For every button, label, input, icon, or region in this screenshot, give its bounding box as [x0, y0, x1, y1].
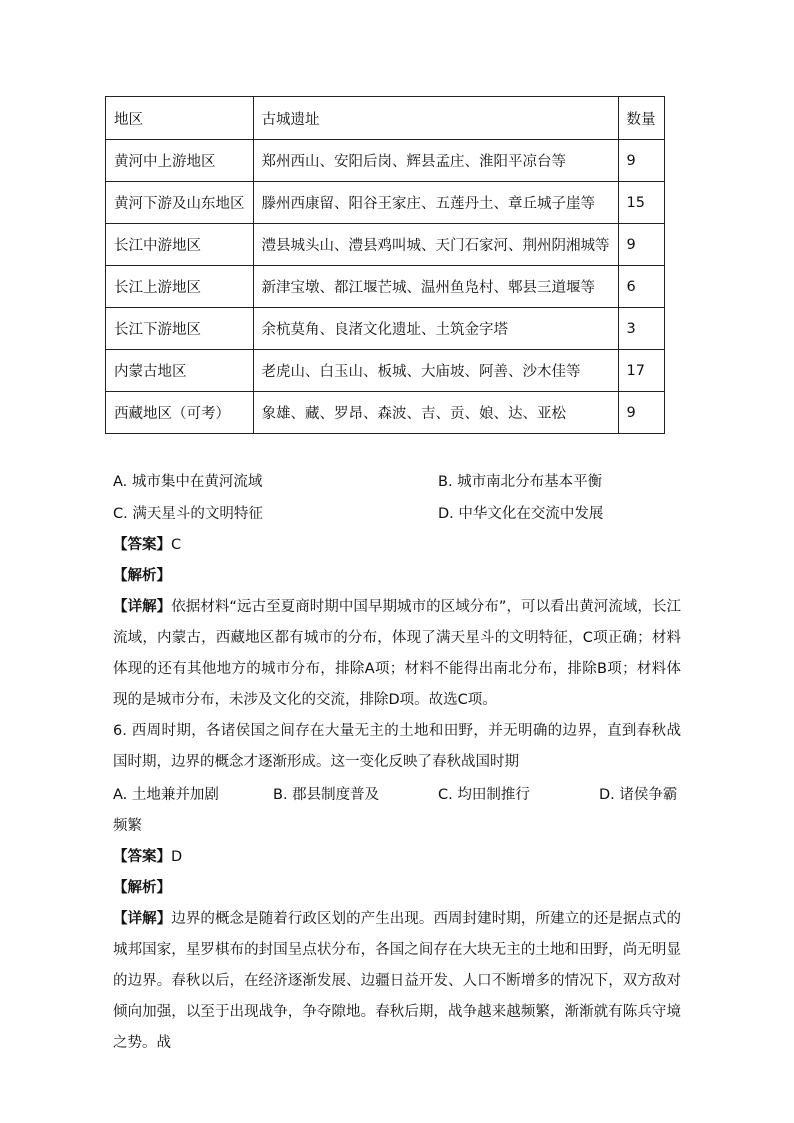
- cell-sites: 澧县城头山、澧县鸡叫城、天门石家河、荆州阴湘城等: [253, 224, 618, 266]
- q6-detail-paragraph: 【详解】边界的概念是随着行政区划的产生出现。西周封建时期，所建立的还是据点式的城邦国家，星罗棋布的封国呈点状分布，各国之间存在大块无主的土地和田野，尚无明显的边界。春秋以后，在经济逐渐发展、边疆日益开发、人口不断增多的情况下，双方敌对倾向加强，以至于出现战争，争夺隙地。春秋后期，战争越来越频繁，渐渐就有陈兵守境之势。战: [113, 911, 682, 1051]
- q5-answer-tag: 答案: [127, 537, 157, 553]
- table-row: [106, 266, 665, 308]
- cell-region: 西藏地区（可考）: [106, 392, 254, 434]
- table-row: [106, 182, 665, 224]
- cell-count: 9: [618, 224, 664, 266]
- q5-option-d: D. 中华文化在交流中发展: [438, 506, 604, 522]
- q5-detail-tag: 详解: [127, 599, 157, 615]
- q6-option-b: B. 郡县制度普及: [273, 787, 380, 803]
- q6-answer-value: D: [171, 849, 183, 865]
- table-row: [106, 224, 665, 266]
- cell-sites: 滕州西康留、阳谷王家庄、五莲丹土、章丘城子崖等: [253, 182, 618, 224]
- cell-sites: 老虎山、白玉山、板城、大庙坡、阿善、沙木佳等: [253, 350, 618, 392]
- q6-detail-text: 边界的概念是随着行政区划的产生出现。西周封建时期，所建立的还是据点式的城邦国家，星罗棋布的封国呈点状分布，各国之间存在大块无主的土地和田野，尚无明显的边界。春秋以后，在经济逐渐发展、边疆日益开发、人口不断增多的情况下，双方敌对倾向加强，以至于出现战争，争夺隙地。春秋后期，战争越来越频繁，渐渐就有陈兵守境之势。战: [113, 911, 682, 1051]
- cell-count: 17: [618, 350, 664, 392]
- header-sites: 古城遗址: [253, 97, 618, 140]
- table-row: [106, 140, 665, 182]
- table-header-row: [106, 97, 665, 140]
- cell-sites: 余杭莫角、良渚文化遗址、土筑金字塔: [253, 308, 618, 350]
- cell-count: 9: [618, 392, 664, 434]
- header-count: 数量: [618, 97, 664, 140]
- q6-answer-line: 【答案】D: [113, 849, 183, 865]
- header-region: 地区: [106, 97, 254, 140]
- q6-analysis-line: 【解析】: [113, 880, 171, 896]
- q5-option-c: C. 满天星斗的文明特征: [113, 506, 263, 522]
- cell-sites: 象雄、藏、罗昂、森波、吉、贡、娘、达、亚松: [253, 392, 618, 434]
- cell-region: 长江下游地区: [106, 308, 254, 350]
- cell-count: 3: [618, 308, 664, 350]
- q6-option-d: D. 诸侯争霸: [599, 787, 678, 803]
- cell-region: 内蒙古地区: [106, 350, 254, 392]
- cell-region: 黄河中上游地区: [106, 140, 254, 182]
- q5-analysis-tag: 解析: [127, 568, 157, 584]
- q6-answer-tag: 答案: [127, 849, 157, 865]
- table-row: [106, 392, 665, 434]
- cell-region: 长江中游地区: [106, 224, 254, 266]
- q6-detail-tag: 详解: [127, 911, 157, 927]
- cell-sites: 郑州西山、安阳后岗、辉县孟庄、淮阳平凉台等: [253, 140, 618, 182]
- cell-count: 9: [618, 140, 664, 182]
- q6-option-c: C. 均田制推行: [438, 787, 530, 803]
- cell-count: 6: [618, 266, 664, 308]
- q5-option-a: A. 城市集中在黄河流域: [113, 474, 263, 490]
- q5-detail-text: 依据材料“远古至夏商时期中国早期城市的区域分布”，可以看出黄河流域，长江流域，内蒙古，西藏地区都有城市的分布，体现了满天星斗的文明特征，C项正确；材料体现的还有其他地方的城市分布，排除A项；材料不能得出南北分布，排除B项；材料体现的是城市分布，未涉及文化的交流，排除D项。故选C项。: [113, 599, 682, 708]
- table-row: [106, 308, 665, 350]
- q5-option-b: B. 城市南北分布基本平衡: [438, 474, 603, 490]
- q5-analysis-line: 【解析】: [113, 568, 171, 584]
- q5-detail-paragraph: 【详解】依据材料“远古至夏商时期中国早期城市的区域分布”，可以看出黄河流域，长江流域，内蒙古，西藏地区都有城市的分布，体现了满天星斗的文明特征，C项正确；材料体现的还有其他地方的城市分布，排除A项；材料不能得出南北分布，排除B项；材料体现的是城市分布，未涉及文化的交流，排除D项。故选C项。: [113, 599, 682, 708]
- q5-answer-line: 【答案】C: [113, 537, 182, 553]
- q6-option-d-continued: 频繁: [113, 818, 142, 834]
- cell-sites: 新津宝墩、都江堰芒城、温州鱼凫村、郫县三道堰等: [253, 266, 618, 308]
- q6-analysis-tag: 解析: [127, 880, 157, 896]
- q6-stem: 6. 西周时期，各诸侯国之间存在大量无主的土地和田野，并无明确的边界，直到春秋战国时期，边界的概念才逐渐形成。这一变化反映了春秋战国时期: [113, 723, 681, 770]
- city-distribution-table: [105, 96, 665, 434]
- cell-region: 长江上游地区: [106, 266, 254, 308]
- q6-option-a: A. 土地兼并加剧: [113, 787, 219, 803]
- cell-region: 黄河下游及山东地区: [106, 182, 254, 224]
- table-row: [106, 350, 665, 392]
- q5-answer-value: C: [171, 537, 182, 553]
- cell-count: 15: [618, 182, 664, 224]
